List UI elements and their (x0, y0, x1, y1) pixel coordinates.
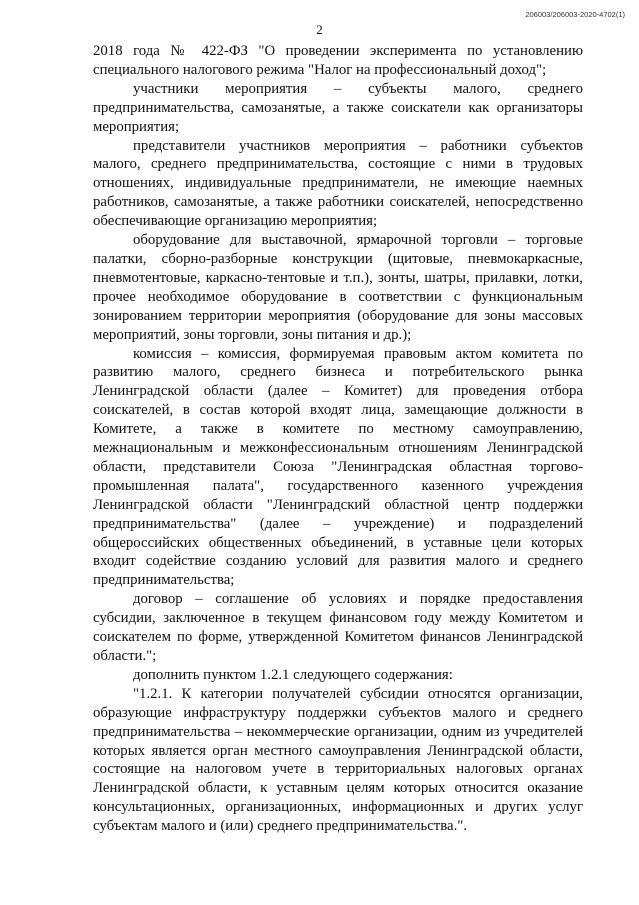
paragraph-clause-1-2-1: "1.2.1. К категории получателей субсидии относятся организации, образующие инфраструктуру поддержки субъектов малого и среднего предпринимательства – некоммерческие организации, одним из учредителей которых является орган местного самоуправления Ленинградской области, состоящие на налоговом учете в территориальных налоговых органах Ленинградской области, к уставным целям которых относится оказание консультационных, организационных, информационных и других услуг субъектам малого и (или) среднего предпринимательства.". (93, 685, 583, 835)
document-id: 206003/206003-2020-4702(1) (525, 10, 625, 19)
paragraph-agreement: договор – соглашение об условиях и порядке предоставления субсидии, заключенное в текущем финансовом году между Комитетом и соискателем по форме, утвержденной Комитетом финансов Ленинградской области."; (93, 591, 583, 664)
page-number: 2 (316, 22, 323, 37)
paragraph-representatives: представители участников мероприятия – работники субъектов малого, среднего предпринимательства, состоящие с ними в трудовых отношениях, индивидуальные предприниматели, не имеющие наемных работников, самозанятые, а также работники соискателей, непосредственно обеспечивающие организацию мероприятия; (93, 137, 583, 230)
paragraph-equipment: оборудование для выставочной, ярмарочной торговли – торговые палатки, сборно-разборные конструкции (щитовые, пневмокаркасные, пневмотентовые, каркасно-тентовые и т.п.), зонты, шатры, прилавки, лотки, прочее необходимое оборудование в соответствии с функциональным зонированием территории мероприятия (оборудование для зоны массовых мероприятий, зоны торговли, зоны питания и др.); (93, 232, 583, 343)
paragraph-commission: комиссия – комиссия, формируемая правовым актом комитета по развитию малого, среднего бизнеса и потребительского рынка Ленинградской области (далее – Комитет) для проведения отбора соискателей, в состав которой входят лица, замещающие должности в Комитете, а также в комитете по местному самоуправлению, межнациональным и межконфессиональным отношениям Ленинградской области, представители Союза "Ленинградская областная торгово-промышленная палата", государственного казенного учреждения Ленинградской области "Ленинградский областной центр поддержки предпринимательства" (далее – учреждение) и подразделений общероссийских общественных объединений, в уставные цели которых входит содействие созданию условий для развития малого и среднего предпринимательства; (93, 345, 583, 589)
paragraph-participants: участники мероприятия – субъекты малого, среднего предпринимательства, самозанятые, а также соискатели как организаторы мероприятия; (93, 80, 583, 135)
document-body (93, 42, 583, 836)
paragraph-amendment-intro: дополнить пунктом 1.2.1 следующего содержания: (133, 666, 453, 683)
paragraph-continuation: 2018 года № 422-ФЗ "О проведении эксперимента по установлению специального налогового режима "Налог на профессиональный доход"; (93, 43, 583, 78)
